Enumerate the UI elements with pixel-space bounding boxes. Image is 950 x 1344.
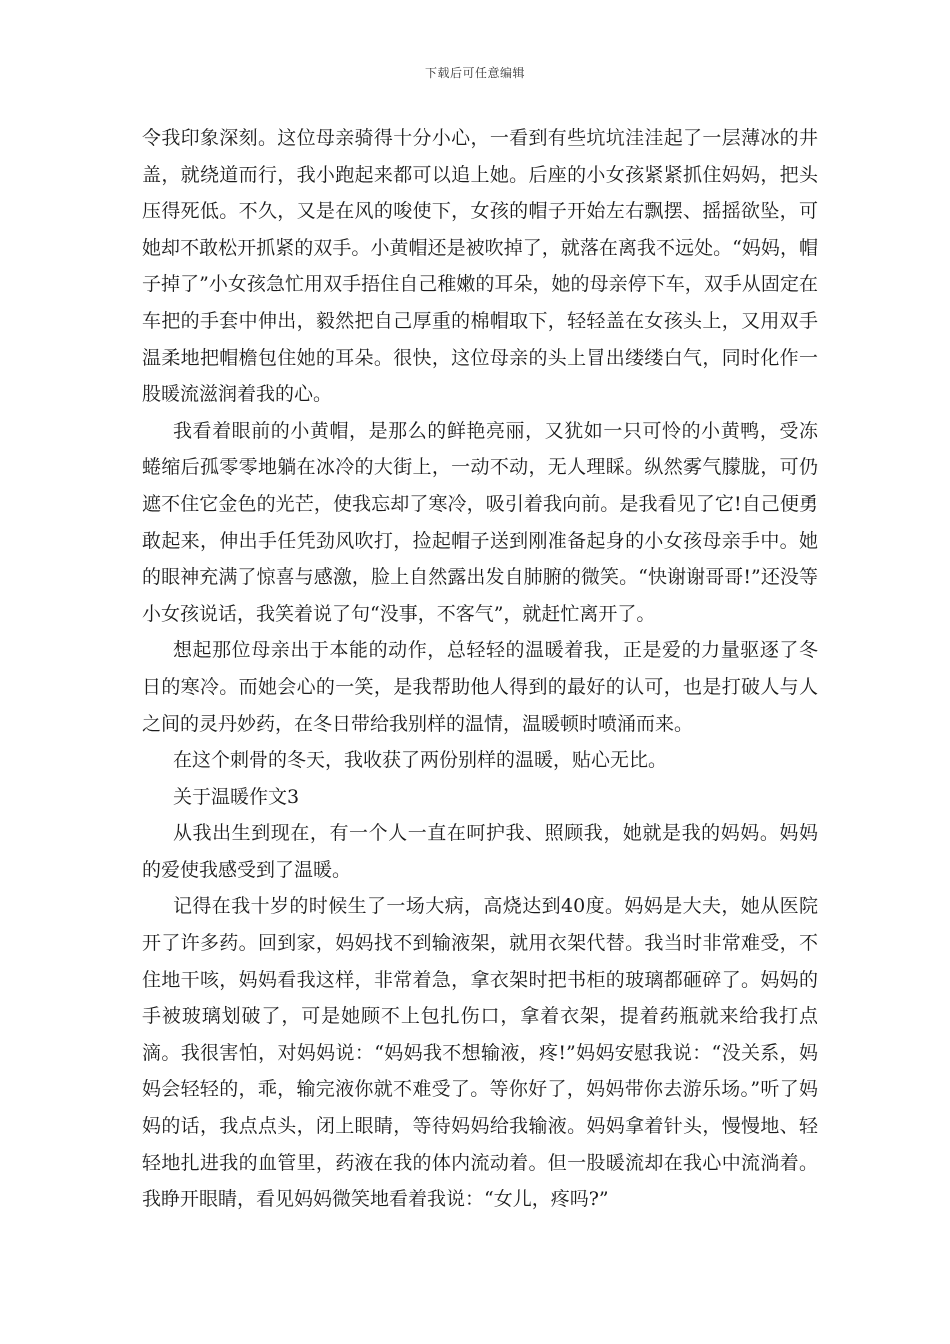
paragraph-4: 在这个刺骨的冬天，我收获了两份别样的温暖，贴心无比。 bbox=[173, 749, 668, 772]
page-header: 下载后可任意编辑 bbox=[424, 66, 525, 80]
paragraph-6: 记得在我十岁的时候生了一场大病，高烧达到40度。妈妈是大夫，她从医院开了许多药。回到家，妈妈找不到输液架，就用衣架代替。我当时非常难受，不住地干咳，妈妈看我这样，非常着急，拿衣架时把书柜的玻璃都砸碎了。妈妈的手被玻璃划破了，可是她顾不上包扎伤口，拿着衣架，提着药瓶就来给我打点滴。我很害怕，对妈妈说：“妈妈我不想输液，疼!”妈妈安慰我说：“没关系，妈妈会轻轻的，乖，输完液你就不难受了。等你好了，妈妈带你去游乐场。”听了妈妈的话，我点点头，闭上眼睛，等待妈妈给我输液。妈妈拿着针头，慢慢地、轻轻地扎进我的血管里，药液在我的体内流动着。但一股暖流却在我心中流淌着。我睁开眼睛，看见妈妈微笑地看着我说：“女儿，疼吗?” bbox=[142, 895, 818, 1211]
paragraph-1: 令我印象深刻。这位母亲骑得十分小心，一看到有些坑坑洼洼起了一层薄冰的井盖，就绕道而行，我小跑起来都可以追上她。后座的小女孩紧紧抓住妈妈，把头压得死低。不久，又是在风的唆使下，女孩的帽子开始左右飘摆、摇摇欲坠，可她却不敢松开抓紧的双手。小黄帽还是被吹掉了，就落在离我不远处。“妈妈，帽子掉了”小女孩急忙用双手捂住自己稚嫩的耳朵，她的母亲停下车，双手从固定在车把的手套中伸出，毅然把自己厚重的棉帽取下，轻轻盖在女孩头上，又用双手温柔地把帽檐包住她的耳朵。很快，这位母亲的头上冒出缕缕白气，同时化作一股暖流滋润着我的心。 bbox=[142, 127, 818, 406]
paragraph-5: 从我出生到现在，有一个人一直在呵护我、照顾我，她就是我的妈妈。妈妈的爱使我感受到了温暖。 bbox=[142, 822, 818, 881]
paragraph-2: 我看着眼前的小黄帽，是那么的鲜艳亮丽，又犹如一只可怜的小黄鸭，受冻蜷缩后孤零零地躺在冰冷的大街上，一动不动，无人理睬。纵然雾气朦胧，可仍遮不住它金色的光芒，使我忘却了寒冷，吸引着我向前。是我看见了它!自己便勇敢起来，伸出手任凭劲风吹打，捡起帽子送到刚准备起身的小女孩母亲手中。她的眼神充满了惊喜与感激，脸上自然露出发自肺腑的微笑。“快谢谢哥哥!”还没等小女孩说话，我笑着说了句“没事，不客气”，就赶忙离开了。 bbox=[142, 419, 818, 625]
paragraph-3: 想起那位母亲出于本能的动作，总轻轻的温暖着我，正是爱的力量驱逐了冬日的寒冷。而她会心的一笑，是我帮助他人得到的最好的认可，也是打破人与人之间的灵丹妙药，在冬日带给我别样的温情，温暖顿时喷涌而来。 bbox=[142, 639, 818, 735]
section-heading: 关于温暖作文3 bbox=[173, 785, 300, 808]
document-body bbox=[142, 120, 818, 1218]
